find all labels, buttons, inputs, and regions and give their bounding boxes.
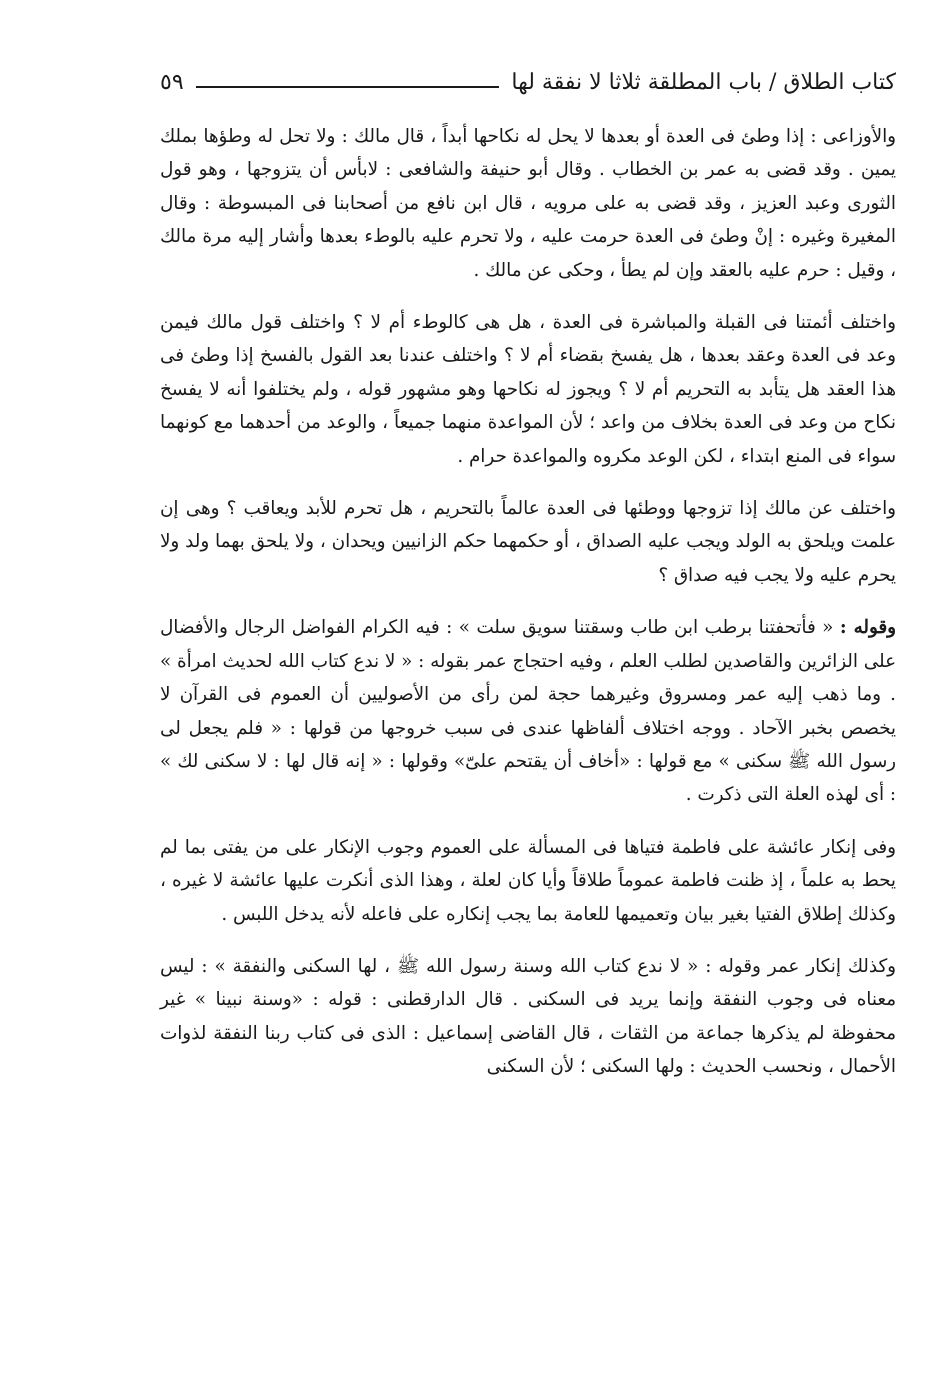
running-title: كتاب الطلاق / باب المطلقة ثلاثا لا نفقة لها xyxy=(511,69,896,95)
paragraph-text: وكذلك إنكار عمر وقوله : « لا ندع كتاب الله وسنة رسول الله ﷺ ، لها السكنى والنفقة » : ليس معناه فى وجوب النفقة وإنما يريد فى السكنى . قال الدارقطنى : قوله : «وسنة نبينا » غير محفوظة لم يذكرها جماعة من الثقات ، قال القاضى إسماعيل : الذى فى كتاب ربنا النفقة لذوات الأحمال ، ونحسب الحديث : ولها السكنى ؛ لأن السكنى xyxy=(160,955,896,1078)
paragraph xyxy=(160,831,896,931)
paragraph xyxy=(160,950,896,1084)
header-rule xyxy=(196,86,500,88)
page-body xyxy=(160,120,896,1103)
paragraph xyxy=(160,492,896,592)
paragraph-text: وفى إنكار عائشة على فاطمة فتياها فى المسألة على العموم وجوب الإنكار على من يفتى بما لم يحط به علماً ، إذ ظنت فاطمة عموماً طلاقاً وأيا كان لعلة ، وهذا الذى أنكرت عليها عائشة لا غيره ، وكذلك إطلاق الفتيا بغير بيان وتعميمها للعامة بما يجب إنكاره على فاعله لأنه يدخل اللبس . xyxy=(160,836,896,925)
paragraph-lead: وقوله : xyxy=(839,617,896,639)
paragraph xyxy=(160,611,896,811)
page-number: ٥٩ xyxy=(160,69,184,95)
paragraph-text: واختلف عن مالك إذا تزوجها ووطئها فى العدة عالماً بالتحريم ، هل تحرم للأبد ويعاقب ؟ وهى إن علمت ويلحق به الولد ويجب عليه الصداق ، أو حكمهما حكم الزانيين ويحدان ، ولا يلحق بهما ولد ولا يحرم عليه ولا يجب فيه صداق ؟ xyxy=(160,498,896,586)
paragraph xyxy=(160,306,896,473)
paragraph-text: « فأتحفتنا برطب ابن طاب وسقتنا سويق سلت » : فيه الكرام الفواضل الرجال والأفضال على الزائرين والقاصدين لطلب العلم ، وفيه احتجاج عمر بقوله : « لا ندع كتاب الله لحديث امرأة » . وما ذهب إليه عمر ومسروق وغيرهما حجة لمن رأى من الأصوليين أن العموم فى القرآن لا يخصص بخبر الآحاد . ووجه اختلاف ألفاظها عندى فى سبب خروجها من قولها : « فلم يجعل لى رسول الله ﷺ سكنى » مع قولها : «أخاف أن يقتحم علىّ» وقولها : « إنه قال لها : لا سكنى لك » : أى لهذه العلة التى ذكرت . xyxy=(160,617,896,806)
paragraph-text: والأوزاعى : إذا وطئ فى العدة أو بعدها لا يحل له نكاحها أبداً ، قال مالك : ولا تحل له وطؤها بملك يمين . وقد قضى به عمر بن الخطاب . وقال أبو حنيفة والشافعى : لابأس أن يتزوجها ، وهو قول الثورى وعبد العزيز ، وقد قضى به على مرويه ، قال ابن نافع من أصحابنا فى المبسوطة : وقال المغيرة وغيره : إنْ وطئ فى العدة حرمت عليه ، ولا تحرم عليه بالوطء بعدها وأشار إليه مرة مالك ، وقيل : حرم عليه بالعقد وإن لم يطأ ، وحكى عن مالك . xyxy=(160,126,896,281)
page-header xyxy=(160,60,896,104)
paragraph xyxy=(160,120,896,287)
paragraph-text: واختلف أئمتنا فى القبلة والمباشرة فى العدة ، هل هى كالوطء أم لا ؟ واختلف قول مالك فيمن وعد فى العدة وعقد بعدها ، هل يفسخ بقضاء أم لا ؟ واختلف عندنا بعد القول بالفسخ إذا وطئ فى هذا العقد هل يتأبد به التحريم أم لا ؟ ويجوز له نكاحها وهو مشهور قوله ، ولم يختلفوا أنه لا يفسخ نكاح من وعد فى العدة بخلاف من واعد ؛ لأن المواعدة منهما جميعاً ، والوعد من أحدهما مع كونهما سواء فى المنع ابتداء ، لكن الوعد مكروه والمواعدة حرام . xyxy=(160,312,896,467)
